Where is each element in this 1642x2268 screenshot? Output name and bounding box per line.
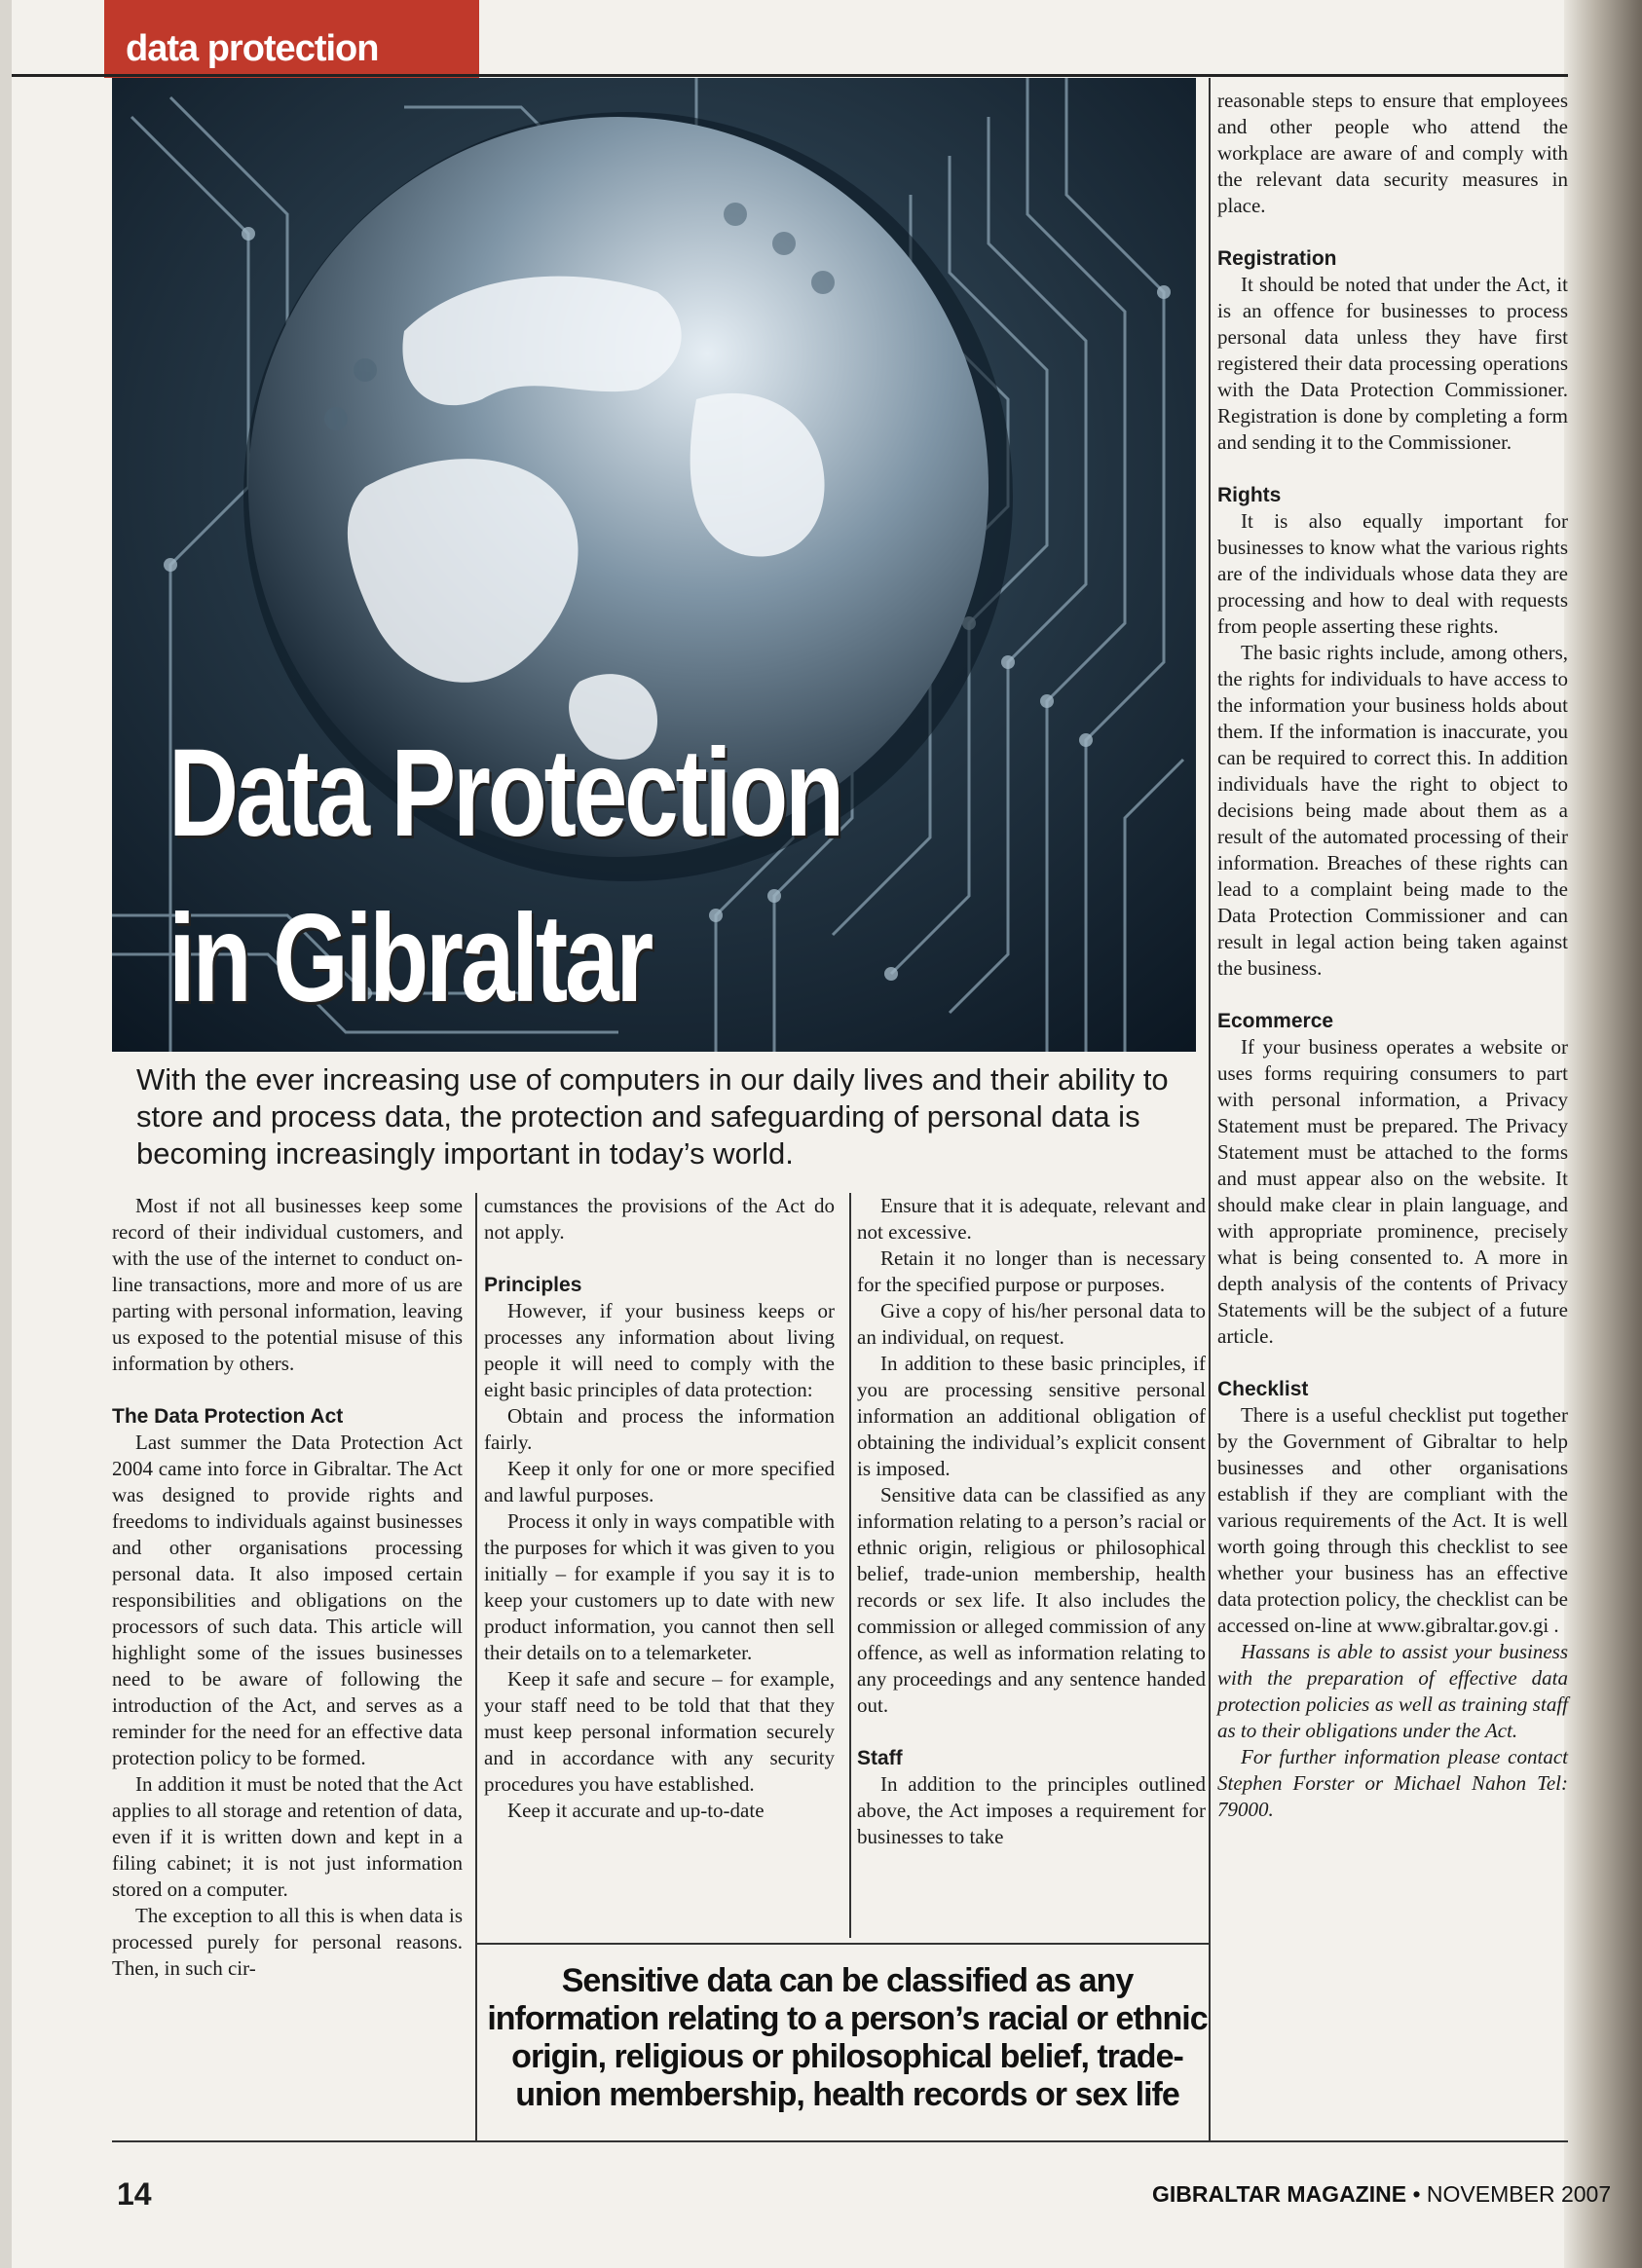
hero-image <box>112 78 1196 1052</box>
magazine-name: GIBRALTAR MAGAZINE <box>1152 2181 1407 2207</box>
rights-paragraph-1: It is also equally important for businesses to know what the various rights are of the individuals whose data they are processing and how to deal with requests from people asserting these rights. <box>1217 509 1568 638</box>
principles-paragraph-3: Keep it only for one or more specified and lawful purposes. <box>484 1457 835 1506</box>
headline-line-2: in Gibraltar <box>168 889 652 1028</box>
issue-date: NOVEMBER 2007 <box>1426 2181 1612 2207</box>
headline-line-1: Data Protection <box>168 724 842 863</box>
section-heading-rights: Rights <box>1217 484 1282 506</box>
column-4 <box>1217 88 1568 1823</box>
section-heading-registration: Registration <box>1217 247 1337 270</box>
act-paragraph-1: Last summer the Data Protection Act 2004 came into force in Gibraltar. The Act was designed to provide rights and freedoms to individuals against businesses and other organisations processing personal data. It also imposed certain responsibilities and obligations on the processors of such data. This article will highlight some of the issues businesses need to be aware of following the introduction of the Act, and serves as a reminder for the need for an effective data protection policy to be formed. <box>112 1431 463 1769</box>
author-note-1: Hassans is able to assist your business with the preparation of effective data protection policies as well as training staff as to their obligations under the Act. <box>1217 1640 1568 1742</box>
column-2 <box>484 1193 835 1824</box>
col3-paragraph-5: Sensitive data can be classified as any information relating to a person’s racial or ethnic origin, religious or philosophical belief, trade-union membership, health records or sex life. It also includes the commission or alleged commission of any offence, as well as information relating to any proceedings and any sentence handed out. <box>857 1483 1206 1717</box>
col2-continuation: cumstances the provisions of the Act do not apply. <box>484 1194 835 1244</box>
footer-separator: • <box>1412 2181 1421 2207</box>
section-heading-principles: Principles <box>484 1274 582 1296</box>
principles-paragraph-4: Process it only in ways compatible with the purposes for which it was given to you initially – for example if you say it is to keep your customers up to date with new product information, you cannot then sell their details on to a telemarketer. <box>484 1509 835 1664</box>
col4-continuation: reasonable steps to ensure that employees and other people who attend the workplace are aware of and comply with the relevant data security measures in place. <box>1217 89 1568 217</box>
bottom-rule <box>112 2140 1568 2142</box>
checklist-paragraph: There is a useful checklist put together by the Government of Gibraltar to help businesses and other organisations establish if they are compliant with the various requirements of the Act. It is well worth going through this checklist to see whether your business has an effective data protection policy, the checklist can be accessed on-line at www.gibraltar.gov.gi . <box>1217 1403 1568 1637</box>
act-paragraph-2: In addition it must be noted that the Act applies to all storage and retention of data, even if it is written down and kept in a filing cabinet; it is not just information stored on a computer. <box>112 1772 463 1901</box>
intro-paragraph: Most if not all businesses keep some record of their individual customers, and with the use of the internet to conduct on-line transactions, more and more of us are parting with personal information, leaving us exposed to the potential misuse of this information by others. <box>112 1194 463 1375</box>
col3-paragraph-2: Retain it no longer than is necessary for the specified purpose or purposes. <box>857 1246 1206 1296</box>
pullquote-top-rule <box>475 1943 1209 1945</box>
act-paragraph-3: The exception to all this is when data is processed purely for personal reasons. Then, in such cir- <box>112 1904 463 1980</box>
col3-paragraph-3: Give a copy of his/her personal data to an individual, on request. <box>857 1299 1206 1349</box>
standfirst: With the ever increasing use of computers in our daily lives and their ability to store and process data, the protection and safeguarding of personal data is becoming increasingly important in today’s world. <box>136 1062 1169 1171</box>
headline <box>168 711 841 1042</box>
page-left-edge <box>0 0 12 2268</box>
registration-paragraph: It should be noted that under the Act, it is an offence for businesses to process personal data unless they have first registered their data processing operations with the Data Protection Commissioner. Registration is done by completing a form and sending it to the Commissioner. <box>1217 273 1568 454</box>
principles-paragraph-5: Keep it safe and secure – for example, your staff need to be told that that they must keep personal information securely and in accordance with any security procedures you have established. <box>484 1667 835 1796</box>
section-heading-checklist: Checklist <box>1217 1378 1309 1400</box>
page-gutter-shadow <box>1564 0 1642 2268</box>
col3-paragraph-4: In addition to these basic principles, if you are processing sensitive personal information an additional obligation of obtaining the individual’s explicit consent is imposed. <box>857 1352 1206 1480</box>
column-divider-2 <box>849 1193 851 1938</box>
col3-paragraph-1: Ensure that it is adequate, relevant and not excessive. <box>857 1194 1206 1244</box>
author-note-2: For further information please contact Stephen Forster or Michael Nahon Tel: 79000. <box>1217 1745 1568 1821</box>
section-heading-data-protection-act: The Data Protection Act <box>112 1405 344 1428</box>
footer-credit <box>1152 2181 1611 2208</box>
column-1 <box>112 1193 463 1982</box>
top-rule <box>12 74 1568 77</box>
principles-paragraph-1: However, if your business keeps or processes any information about living people it will need to comply with the eight basic principles of data protection: <box>484 1299 835 1401</box>
column-divider-1 <box>475 1193 477 2142</box>
rights-paragraph-2: The basic rights include, among others, the rights for individuals to have access to the information your business holds about them. If the information is inaccurate, you can be required to correct this. In addition individuals have the right to object to decisions being made about them as a result of the automated processing of their information. Breaches of these rights can lead to a complaint being made to the Data Protection Commissioner and can result in legal action being taken against the business. <box>1217 641 1568 980</box>
pull-quote: Sensitive data can be classified as any information relating to a person’s racial or ethnic origin, religious or philosophical belief, trade-union membership, health records or sex life <box>487 1962 1208 2113</box>
page-number: 14 <box>117 2176 152 2212</box>
principles-paragraph-6: Keep it accurate and up-to-date <box>507 1799 765 1822</box>
principles-paragraph-2: Obtain and process the information fairly. <box>484 1404 835 1454</box>
column-divider-3 <box>1209 78 1211 2142</box>
staff-paragraph: In addition to the principles outlined above, the Act imposes a requirement for businesses to take <box>857 1772 1206 1848</box>
section-heading-staff: Staff <box>857 1747 903 1769</box>
column-3 <box>857 1193 1206 1850</box>
section-heading-ecommerce: Ecommerce <box>1217 1010 1334 1032</box>
ecommerce-paragraph: If your business operates a website or uses forms requiring consumers to part with personal information, a Privacy Statement must be prepared. The Privacy Statement must be attached to the forms and must appear also on the website. It should make clear in plain language, and with appropriate prominence, precisely what is being consented to. A more in depth analysis of the contents of Privacy Statements will be the subject of a future article. <box>1217 1035 1568 1348</box>
section-label: data protection <box>126 28 379 69</box>
section-label-tab <box>104 0 479 78</box>
